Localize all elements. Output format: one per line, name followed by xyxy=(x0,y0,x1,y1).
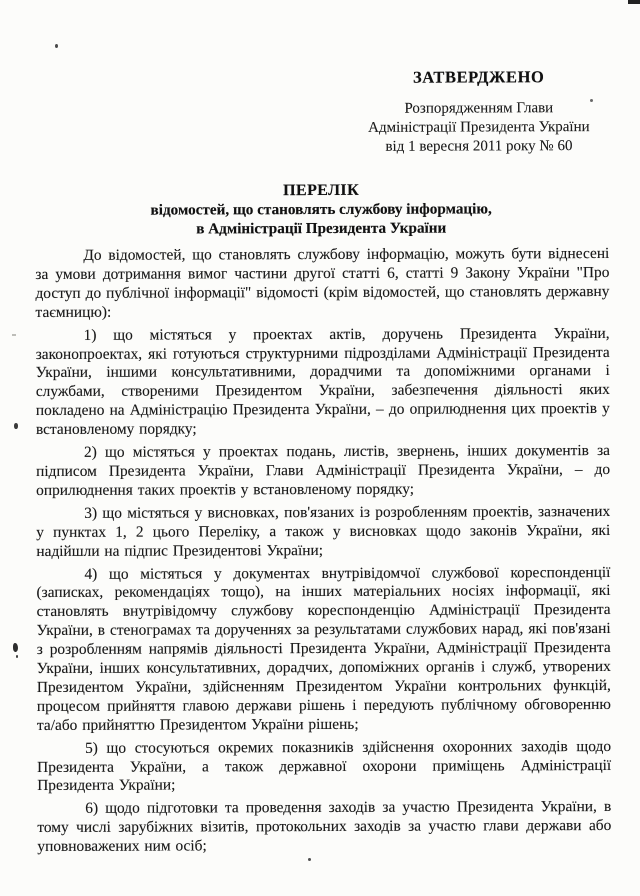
scan-artifact-left-edge-speck xyxy=(13,643,18,652)
approval-line-2: Адміністрації Президента України xyxy=(368,119,590,136)
scan-artifact-left-edge-speck xyxy=(14,423,18,429)
scan-artifact-dot xyxy=(308,858,311,861)
scan-artifact-corner-mark xyxy=(628,0,640,4)
list-item-1: 1) що містяться у проектах актів, доручень Президента України, законопроектах, які готуються структурними підрозділами Адміністрації Президента України, іншими консультативними, дорадчими та допоміжними органами і службами, створеними Президентом України, забезпечення діяльності яких покладено на Адміністрацію Президента України, – до оприлюднення цих проектів у встановленому порядку; xyxy=(35,324,610,439)
title-line-1: ПЕРЕЛІК xyxy=(283,181,360,200)
intro-paragraph: До відомостей, що становлять службову інформацію, можуть бути віднесені за умови дотримання вимог частини другої статті 6, статті 9 Закону України "Про доступ до публічної інформації" відомості (крім відомостей, що становлять державну таємницю): xyxy=(35,244,610,321)
list-item-4: 4) що містяться у документах внутрівідомчої службової кореспонденції (записках, рекомендаціях тощо), на інших матеріальних носіях інформації, які становлять внутрівідомчу службову кореспонденцію Адміністрації Президента України, в стенограмах та дорученнях за результатами службових нарад, які пов'язані з розробленням напрямів діяльності Президента України, Адміністрації Президента України, інших консультативних, дорадчих, допоміжних органів і служб, утворених Президентом України, здійсненням Президентом України контрольних функцій, процесом прийняття главою держави рішень і передують публічному обговоренню та/або прийняттю Президентом України рішень; xyxy=(36,563,611,734)
scan-artifact-dot xyxy=(55,44,58,48)
list-item-6: 6) щодо підготовки та проведення заходів за участю Президента України, в тому числі зарубіжних візитів, протокольних заходів за участю глави держави або уповноважених ним осіб; xyxy=(37,798,612,856)
list-item-5: 5) що стосуються окремих показників здійснення охоронних заходів щодо Президента України, а також державної охорони приміщень Адміністрації Президента України; xyxy=(37,737,612,795)
scan-artifact-dot xyxy=(590,99,593,102)
title-line-3: в Адміністрації Президента України xyxy=(196,219,447,238)
scan-artifact-faint-mark xyxy=(12,334,16,336)
scan-artifact-left-edge-speck xyxy=(16,655,18,658)
list-item-2: 2) що містяться у проектах подань, листів, звернень, інших документів за підписом Президента України, Глави Адміністрації Президента України, – до оприлюднення таких проектів у встановленому порядку; xyxy=(36,442,611,499)
title-line-2: відомостей, що становлять службову інформацію, xyxy=(150,200,492,219)
approval-line-1: Розпорядженням Глави xyxy=(404,100,554,117)
document-body xyxy=(35,245,611,861)
approval-line-3: від 1 вересня 2011 року № 60 xyxy=(385,138,573,155)
approval-heading: ЗАТВЕРДЖЕНО xyxy=(412,67,545,87)
document-title xyxy=(33,180,609,239)
list-item-3: 3) що містяться у висновках, пов'язаних із розробленням проектів, зазначених у пунктах 1, 2 цього Переліку, а також у висновках щодо законів України, які надійшли на підпис Президентові України; xyxy=(36,502,611,560)
approval-block xyxy=(357,67,601,157)
